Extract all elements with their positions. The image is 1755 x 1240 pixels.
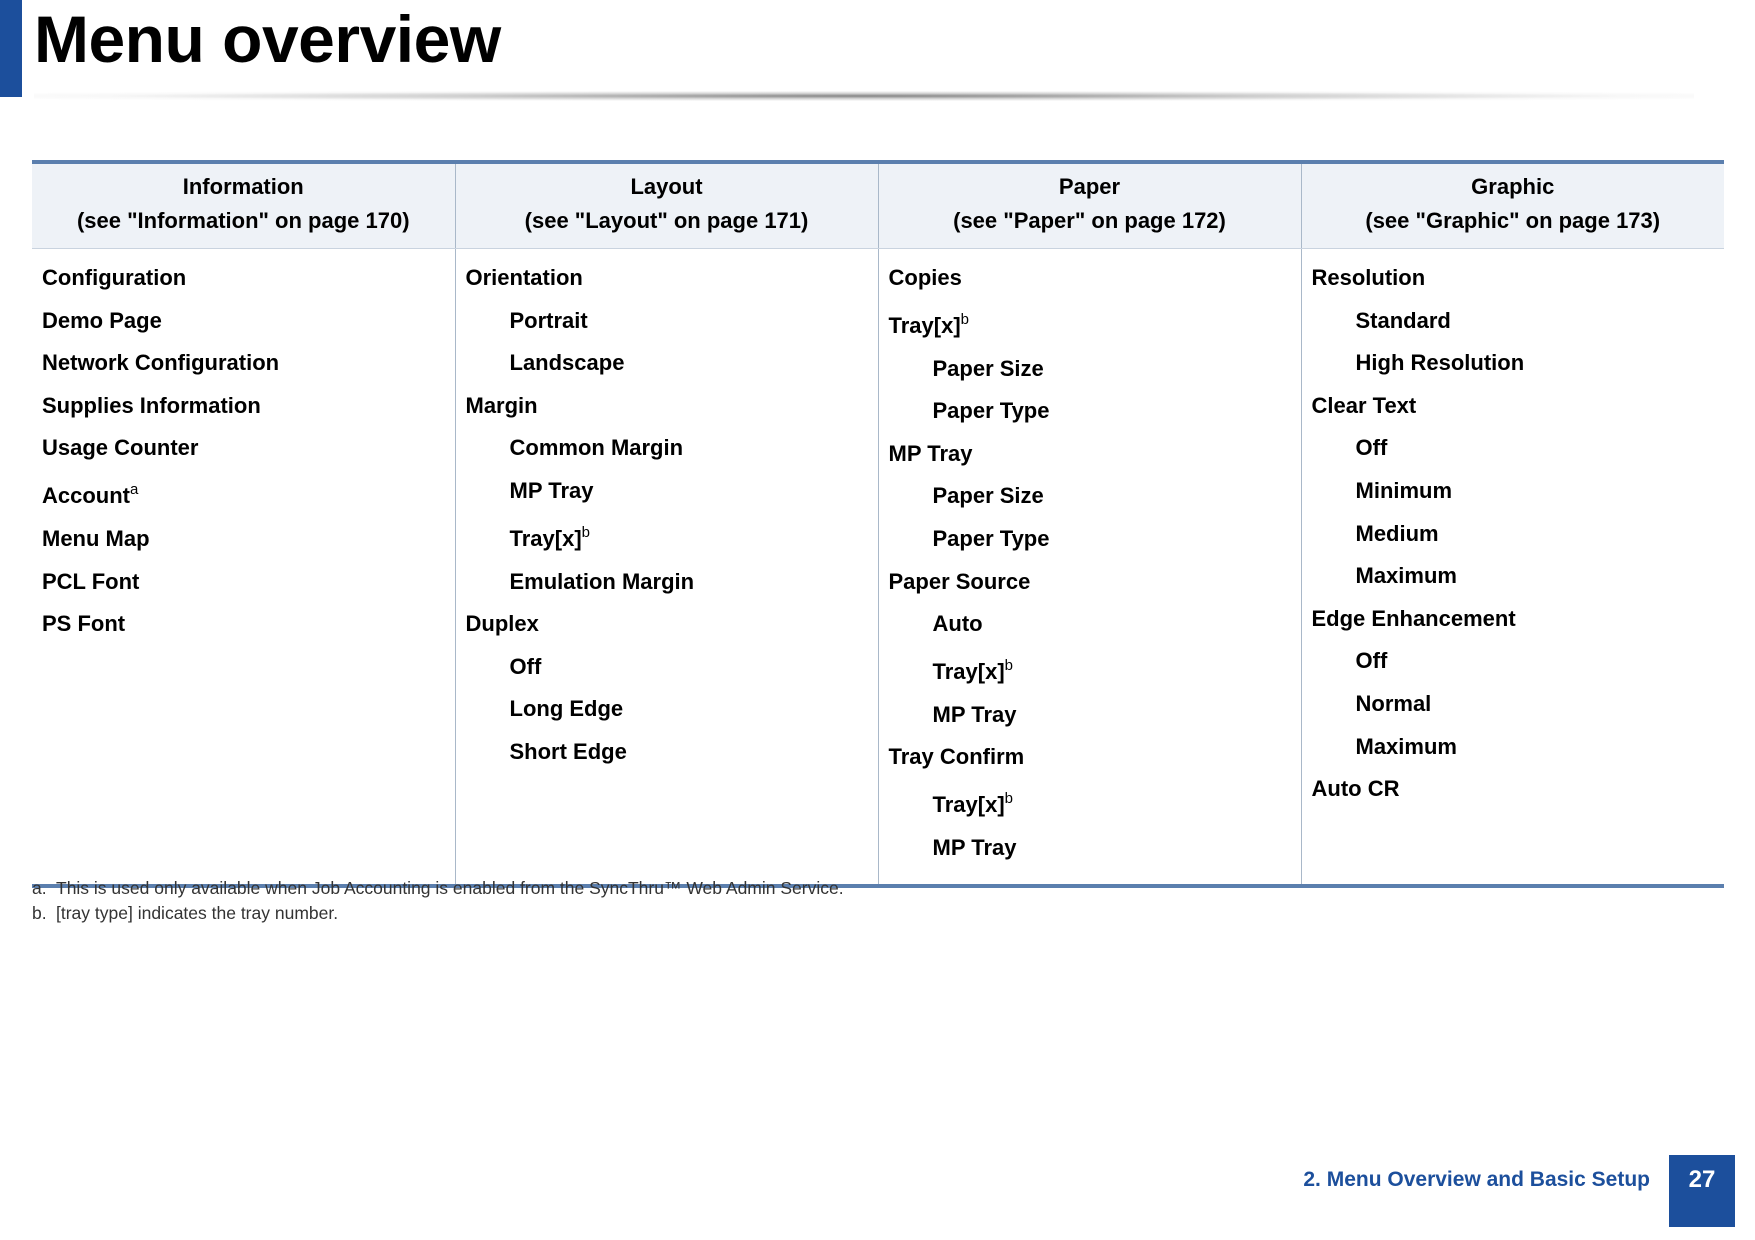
menu-item-label: Maximum xyxy=(1355,733,1457,759)
menu-item-label: Clear Text xyxy=(1311,392,1417,418)
footnote-mark: b. xyxy=(32,903,47,923)
menu-item-label: Medium xyxy=(1355,520,1439,546)
layout-menu-list xyxy=(466,257,878,774)
menu-item-label: High Resolution xyxy=(1355,350,1525,376)
menu-item-label: Demo Page xyxy=(42,307,162,333)
column-header-information xyxy=(32,162,455,249)
menu-subitem xyxy=(889,348,1301,391)
column-title: Information xyxy=(182,174,304,199)
graphic-cell xyxy=(1301,249,1724,886)
menu-item-label: Duplex xyxy=(465,611,539,637)
menu-item-label: MP Tray xyxy=(932,834,1017,860)
column-header-layout xyxy=(455,162,878,249)
menu-item-label: Portrait xyxy=(509,307,588,333)
menu-item-label: Emulation Margin xyxy=(509,568,695,594)
menu-subitem xyxy=(1312,513,1725,556)
title-divider xyxy=(34,91,1694,101)
page-title: Menu overview xyxy=(34,2,501,76)
menu-subitem xyxy=(466,688,878,731)
menu-subitem xyxy=(1312,726,1725,769)
column-page-ref: (see "Paper" on page 172) xyxy=(953,208,1226,233)
footnote-ref: b xyxy=(1004,656,1013,674)
menu-subitem xyxy=(466,427,878,470)
column-header-graphic xyxy=(1301,162,1724,249)
menu-subitem xyxy=(889,694,1301,737)
menu-subitem xyxy=(1312,427,1725,470)
menu-item-label: Tray[x] xyxy=(509,525,582,551)
menu-subitem xyxy=(889,646,1301,694)
menu-item-label: Off xyxy=(509,653,542,679)
page-footer xyxy=(0,1120,1755,1240)
footnote-text: [tray type] indicates the tray number. xyxy=(56,903,339,923)
menu-subitem xyxy=(1312,470,1725,513)
menu-item xyxy=(42,561,455,604)
menu-item xyxy=(466,603,878,646)
menu-item xyxy=(42,257,455,300)
menu-item-label: Paper Type xyxy=(932,398,1050,424)
menu-item-label: Tray[x] xyxy=(932,658,1005,684)
menu-item-label: MP Tray xyxy=(509,477,594,503)
menu-subitem xyxy=(466,731,878,774)
menu-item xyxy=(889,257,1301,300)
information-menu-list xyxy=(42,257,455,646)
menu-item xyxy=(1312,598,1725,641)
column-title: Graphic xyxy=(1471,174,1555,199)
menu-item-label: Margin xyxy=(465,392,538,418)
menu-subitem xyxy=(1312,300,1725,343)
menu-subitem xyxy=(889,475,1301,518)
menu-item-label: PS Font xyxy=(42,611,126,637)
menu-subitem xyxy=(1312,342,1725,385)
footer-chapter-link[interactable]: 2. Menu Overview and Basic Setup xyxy=(1303,1168,1650,1191)
column-header-paper xyxy=(878,162,1301,249)
menu-item-label: Off xyxy=(1355,435,1388,461)
menu-item xyxy=(42,518,455,561)
column-title: Layout xyxy=(630,174,703,199)
menu-item-label: Maximum xyxy=(1355,563,1457,589)
menu-item-label: Network Configuration xyxy=(42,350,280,376)
menu-subitem xyxy=(1312,555,1725,598)
menu-subitem xyxy=(889,827,1301,870)
menu-item-label: Account xyxy=(42,482,130,508)
footnote-ref: b xyxy=(1004,789,1013,807)
menu-item xyxy=(1312,768,1725,811)
menu-subitem xyxy=(466,300,878,343)
menu-item-label: Auto xyxy=(932,611,983,637)
menu-item-label: Tray Confirm xyxy=(888,744,1025,770)
menu-item xyxy=(42,427,455,470)
menu-item-label: Short Edge xyxy=(509,738,627,764)
menu-item-label: Edge Enhancement xyxy=(1311,605,1516,631)
footnote-ref: b xyxy=(960,310,969,328)
menu-item xyxy=(466,257,878,300)
menu-item xyxy=(466,385,878,428)
menu-item-label: Paper Type xyxy=(932,525,1050,551)
menu-item xyxy=(42,470,455,518)
menu-item-label: Normal xyxy=(1355,690,1432,716)
footnote-mark: a. xyxy=(32,878,47,898)
menu-item xyxy=(42,385,455,428)
menu-item xyxy=(889,433,1301,476)
footnote-ref: b xyxy=(581,523,590,541)
column-page-ref: (see "Layout" on page 171) xyxy=(524,208,809,233)
menu-item-label: Auto CR xyxy=(1311,776,1400,802)
layout-cell xyxy=(455,249,878,886)
menu-item-label: Landscape xyxy=(509,350,625,376)
footnote-text: This is used only available when Job Accounting is enabled from the SyncThru™ Web Admin Service. xyxy=(56,878,844,898)
graphic-menu-list xyxy=(1312,257,1725,811)
table-header-row xyxy=(32,162,1724,249)
menu-item-label: PCL Font xyxy=(42,568,140,594)
menu-subitem xyxy=(466,470,878,513)
menu-item xyxy=(889,736,1301,779)
page-number-badge: 27 xyxy=(1669,1155,1735,1227)
menu-item-label: Common Margin xyxy=(509,435,684,461)
menu-item-label: Long Edge xyxy=(509,696,624,722)
menu-item xyxy=(42,342,455,385)
menu-item-label: Paper Size xyxy=(932,483,1044,509)
menu-item-label: MP Tray xyxy=(888,440,973,466)
menu-subitem xyxy=(466,513,878,561)
menu-subitem xyxy=(889,518,1301,561)
menu-item-label: Off xyxy=(1355,648,1388,674)
menu-item-label: Copies xyxy=(888,265,962,290)
menu-item-label: Usage Counter xyxy=(42,435,199,461)
column-page-ref: (see "Graphic" on page 173) xyxy=(1365,208,1661,233)
menu-subitem xyxy=(466,646,878,689)
menu-subitem xyxy=(889,390,1301,433)
menu-subitem xyxy=(889,779,1301,827)
title-accent-bar xyxy=(0,0,22,97)
menu-item-label: Tray[x] xyxy=(888,312,961,338)
menu-item-label: Resolution xyxy=(1311,265,1426,290)
menu-item-label: Orientation xyxy=(465,265,583,290)
menu-item-label: Supplies Information xyxy=(42,392,261,418)
menu-item-label: Paper Size xyxy=(932,355,1044,381)
footnotes xyxy=(32,876,844,926)
menu-item-label: Configuration xyxy=(42,265,187,290)
menu-item-label: Paper Source xyxy=(888,568,1031,594)
column-title: Paper xyxy=(1058,174,1121,199)
menu-subitem xyxy=(466,561,878,604)
menu-item-label: Menu Map xyxy=(42,525,150,551)
menu-item xyxy=(1312,385,1725,428)
menu-item-label: Tray[x] xyxy=(932,791,1005,817)
menu-subitem xyxy=(466,342,878,385)
footnote-a xyxy=(32,876,844,901)
menu-item xyxy=(889,561,1301,604)
menu-subitem xyxy=(1312,683,1725,726)
menu-item-label: Standard xyxy=(1355,307,1451,333)
menu-item-label: MP Tray xyxy=(932,701,1017,727)
menu-item xyxy=(889,300,1301,348)
paper-menu-list xyxy=(889,257,1301,870)
footnote-b xyxy=(32,901,844,926)
information-cell xyxy=(32,249,455,886)
paper-cell xyxy=(878,249,1301,886)
column-page-ref: (see "Information" on page 170) xyxy=(76,208,410,233)
footnote-ref: a xyxy=(130,480,139,498)
menu-overview-table xyxy=(32,160,1724,888)
menu-subitem xyxy=(889,603,1301,646)
menu-item xyxy=(42,300,455,343)
table-body-row xyxy=(32,249,1724,886)
menu-item xyxy=(1312,257,1725,300)
menu-subitem xyxy=(1312,640,1725,683)
menu-item-label: Minimum xyxy=(1355,477,1453,503)
menu-item xyxy=(42,603,455,646)
